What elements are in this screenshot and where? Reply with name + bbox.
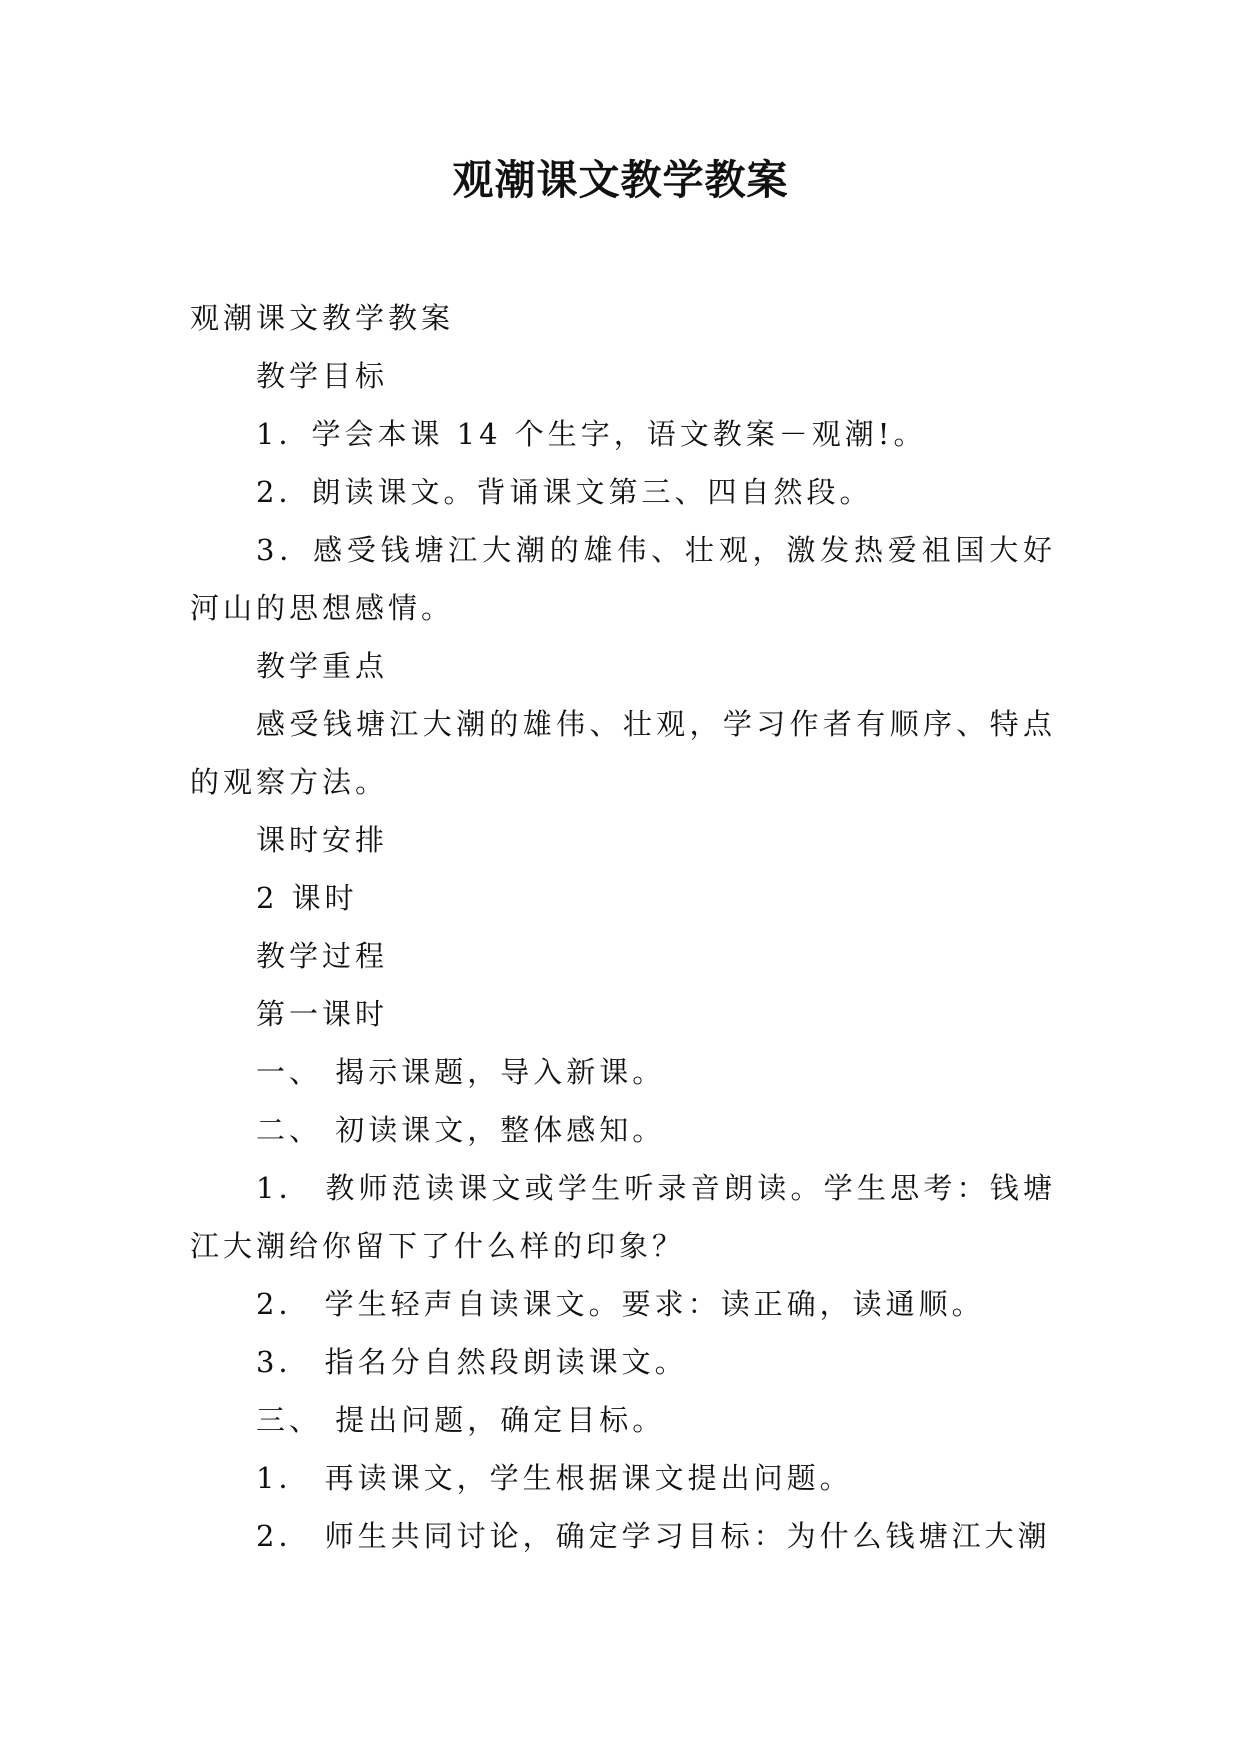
paragraph-goal-3: 3．感受钱塘江大潮的雄伟、壮观，激发热爱祖国大好河山的思想感情。 xyxy=(190,533,1056,625)
paragraph-schedule: 2 课时 xyxy=(256,881,358,915)
paragraph-teaching-goals: 教学目标 xyxy=(256,359,389,393)
paragraph-step-2-3: 3． 指名分自然段朗读课文。 xyxy=(256,1345,688,1379)
paragraph-goal-2: 2．朗读课文。背诵课文第三、四自然段。 xyxy=(256,475,873,509)
paragraph-goal-1: 1．学会本课 14 个生字，语文教案－观潮!。 xyxy=(256,417,927,451)
paragraph-step-2-1: 1． 教师范读课文或学生听录音朗读。学生思考：钱塘江大潮给你留下了什么样的印象？ xyxy=(190,1171,1056,1263)
paragraph-step-2: 二、 初读课文，整体感知。 xyxy=(256,1113,666,1147)
document-body xyxy=(190,289,1056,1565)
paragraph-step-3-2: 2． 师生共同讨论，确定学习目标：为什么钱塘江大潮 xyxy=(256,1519,1051,1553)
paragraph-step-3: 三、 提出问题，确定目标。 xyxy=(256,1403,666,1437)
paragraph-schedule-heading: 课时安排 xyxy=(256,823,389,857)
paragraph-heading: 观潮课文教学教案 xyxy=(190,301,455,335)
paragraph-step-1: 一、 揭示课题，导入新课。 xyxy=(256,1055,666,1089)
paragraph-step-3-1: 1． 再读课文，学生根据课文提出问题。 xyxy=(256,1461,853,1495)
document-title: 观潮课文教学教案 xyxy=(452,156,789,204)
paragraph-step-2-2: 2． 学生轻声自读课文。要求：读正确，读通顺。 xyxy=(256,1287,985,1321)
paragraph-key-point-heading: 教学重点 xyxy=(256,649,389,683)
paragraph-key-point: 感受钱塘江大潮的雄伟、壮观，学习作者有顺序、特点的观察方法。 xyxy=(190,707,1056,799)
paragraph-process-heading: 教学过程 xyxy=(256,939,389,973)
paragraph-lesson-one: 第一课时 xyxy=(256,997,389,1031)
